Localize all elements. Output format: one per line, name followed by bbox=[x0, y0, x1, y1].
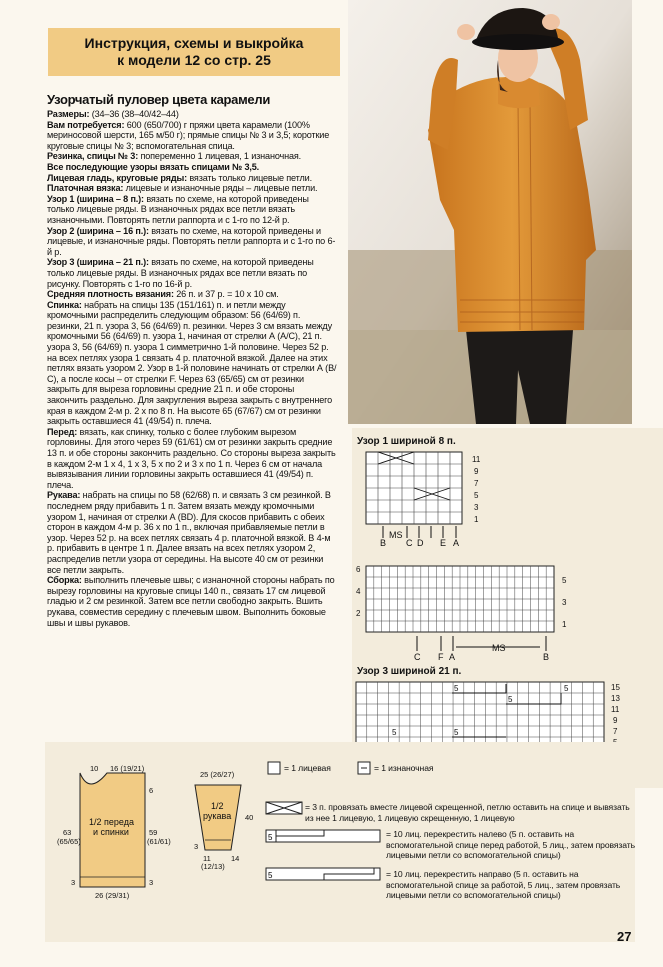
svg-text:26 (29/31): 26 (29/31) bbox=[95, 891, 130, 900]
svg-text:1: 1 bbox=[474, 515, 479, 524]
sleeve-schematic bbox=[194, 770, 253, 871]
legend-cross3: = 3 п. провязать вместе лицевой скрещенной, петлю оставить на спице и вывязать из нее 1 лицевую, 1 лицевую скрещенную, 1 лицевую bbox=[305, 802, 630, 823]
svg-text:C: C bbox=[414, 652, 421, 662]
svg-text:59: 59 bbox=[149, 828, 158, 837]
header-title-line1: Инструкция, схемы и выкройка bbox=[84, 35, 304, 51]
model-photo-drawing bbox=[348, 0, 632, 424]
paragraph-materials: Вам потребуется: 600 (650/700) г пряжи цвета карамели (100% мериносовой шерсти, 165 м/50 г); прямые спицы № 3 и 3,5; короткие круговые спицы № 3; вспомогательная спица. bbox=[47, 119, 330, 151]
svg-text:3: 3 bbox=[194, 842, 199, 851]
svg-text:A: A bbox=[449, 652, 456, 662]
svg-text:3: 3 bbox=[71, 878, 76, 887]
svg-text:11: 11 bbox=[472, 455, 481, 464]
paragraph-pattern2: Узор 2 (ширина – 16 п.): вязать по схеме, на которой приведены и лицевые, и изнаночные ряды. Повторять петли раппорта и с 1-го по 6-й р. bbox=[47, 225, 336, 257]
paragraph-garter: Платочная вязка: лицевые и изнаночные ряды – лицевые петли. bbox=[47, 183, 318, 194]
svg-text:5: 5 bbox=[564, 684, 569, 693]
legend-cable-right-symbol bbox=[264, 866, 384, 884]
paragraph-sleeves: Рукава: набрать на спицы по 58 (62/68) п. и связать 3 см резинкой. В последнем ряду прибавить 1 п. Затем вязать между кромочными узором 1, начиная от стрелки А (BD). Для скосов прибавить с обеих сторон в каждом 4-м р. 36 х по 1 п., включая прибавляемые петли в узор. Через 52 р. на всех петлях связать 4 р. платочной вязкой. В 4-м р. прибавить в центре 1 п. Далее вязать на всех петлях узором 2, распределив петли узора от середины. На высоте 40 см от резинки все петли закрыть. bbox=[47, 490, 331, 575]
paragraph-needles: Все последующие узоры вязать спицами № 3,5. bbox=[47, 161, 260, 172]
svg-text:15: 15 bbox=[611, 683, 620, 692]
svg-text:и спинки: и спинки bbox=[93, 827, 129, 837]
model-name: Узорчатый пуловер цвета карамели bbox=[47, 92, 271, 107]
svg-text:1/2: 1/2 bbox=[211, 801, 224, 811]
svg-text:7: 7 bbox=[613, 727, 618, 736]
legend-purl-symbol bbox=[356, 760, 376, 780]
svg-text:5: 5 bbox=[562, 576, 567, 585]
pattern1-grid bbox=[366, 452, 462, 524]
svg-text:16 (19/21): 16 (19/21) bbox=[110, 764, 145, 773]
svg-text:11: 11 bbox=[203, 854, 211, 863]
legend-cable-left: = 10 лиц. перекрестить налево (5 п. оставить на вспомогательной спице перед работой, 5 лиц., затем провязать лицевыми петли со вспомогательной спицы) bbox=[386, 829, 635, 860]
body-schematic bbox=[57, 764, 171, 900]
paragraph-gauge: Средняя плотность вязания: 26 п. и 37 р. = 10 х 10 см. bbox=[47, 289, 279, 300]
svg-text:9: 9 bbox=[613, 716, 618, 725]
svg-text:3: 3 bbox=[562, 598, 567, 607]
svg-text:5: 5 bbox=[508, 695, 513, 704]
svg-text:5: 5 bbox=[454, 684, 459, 693]
legend-knit: = 1 лицевая bbox=[284, 763, 331, 773]
svg-text:40: 40 bbox=[245, 813, 254, 822]
paragraph-front: Перед: вязать, как спинку, только с более глубоким вырезом горловины. Для этого через 59 (61/61) см от резинки закрыть средние 13 п. и обе стороны закончить раздельно. Со стороны выреза закрыть в каждом 2-м 1 х 4, 1 х 3, 5 х по 2 и 3 х по 1 п. Через 6 см от начала вывязывания линии горловины закрыть оставшиеся 41 (49/54) п. плеча. bbox=[47, 426, 336, 490]
pattern1-markers bbox=[380, 526, 459, 548]
svg-text:B: B bbox=[543, 652, 550, 662]
paragraph-rib: Резинка, спицы № 3: попеременно 1 лицевая, 1 изнаночная. bbox=[47, 151, 302, 162]
svg-text:D: D bbox=[417, 538, 424, 548]
legend-cable-right: = 10 лиц. перекрестить направо (5 п. оставить на вспомогательной спице за работой, 5 лиц., затем провязать лицевыми петли со вспомогательной спицы) bbox=[386, 869, 621, 900]
pattern2-markers bbox=[414, 636, 549, 662]
svg-text:9: 9 bbox=[474, 467, 479, 476]
page-number: 27 bbox=[617, 929, 632, 944]
svg-text:25 (26/27): 25 (26/27) bbox=[200, 770, 235, 779]
svg-text:5: 5 bbox=[454, 728, 459, 737]
svg-text:1/2 переда: 1/2 переда bbox=[89, 817, 134, 827]
svg-text:1: 1 bbox=[562, 620, 567, 629]
pattern1-title: Узор 1 шириной 8 п. bbox=[357, 436, 456, 447]
svg-text:13: 13 bbox=[611, 694, 620, 703]
svg-text:5: 5 bbox=[268, 871, 273, 880]
model-photo bbox=[348, 0, 632, 424]
svg-text:рукава: рукава bbox=[203, 811, 232, 821]
svg-text:3: 3 bbox=[474, 503, 479, 512]
pattern1-row-numbers bbox=[472, 455, 481, 524]
svg-text:B: B bbox=[380, 538, 387, 548]
svg-text:7: 7 bbox=[474, 479, 479, 488]
paragraph-sizes: Размеры: (34–36 (38–40/42–44) bbox=[47, 109, 179, 119]
legend-purl: = 1 изнаночная bbox=[374, 763, 434, 773]
svg-text:3: 3 bbox=[149, 878, 154, 887]
svg-text:14: 14 bbox=[231, 854, 240, 863]
svg-text:5: 5 bbox=[392, 728, 397, 737]
svg-text:E: E bbox=[440, 538, 447, 548]
svg-text:63: 63 bbox=[63, 828, 72, 837]
instructions-text bbox=[47, 92, 337, 628]
paragraph-assembly: Сборка: выполнить плечевые швы; с изнаночной стороны набрать по вырезу горловины на круговые спицы 140 п., связать 17 см лицевой гладью и 2 см резинкой. Затем все петли свободно закрыть. Вшить рукава, совместив середину с плечевым швом. Выполнить боковые швы и швы рукавов. bbox=[47, 575, 335, 628]
garment-schematic bbox=[45, 755, 265, 905]
svg-text:10: 10 bbox=[90, 764, 99, 773]
svg-text:5: 5 bbox=[268, 833, 273, 842]
paragraph-pattern1: Узор 1 (ширина – 8 п.): вязать по схеме, на которой приведены только лицевые ряды. В изнаночных рядах все петли вязать изнаночными. Повторять петли раппорта и с 1-го по 12-й р. bbox=[47, 193, 309, 225]
svg-text:6: 6 bbox=[149, 786, 154, 795]
svg-text:MS: MS bbox=[492, 643, 506, 653]
paragraph-stockinette: Лицевая гладь, круговые ряды: вязать только лицевые петли. bbox=[47, 172, 312, 183]
svg-text:6: 6 bbox=[356, 565, 361, 574]
svg-text:(61/61): (61/61) bbox=[147, 837, 171, 846]
svg-text:C: C bbox=[406, 538, 413, 548]
svg-text:(65/65): (65/65) bbox=[57, 837, 81, 846]
pattern3-title: Узор 3 шириной 21 п. bbox=[357, 666, 462, 677]
svg-text:MS: MS bbox=[389, 530, 403, 540]
paragraph-back: Спинка: набрать на спицы 135 (151/161) п. и петли между кромочными распределить следующим образом: 56 (64/69) п. резинки, 21 п. узора 3, 56 (64/69) п. резинки. Через 3 см вязать между кромочными 56 (64/69) п. узора 1, начиная от стрелки А (А/С), 21 п. узора 3, 56 (64/69) п. узора 1 симметрично 1-й половине. Через 52 р. на всех петлях узора 1 связать 4 р. платочной вязкой. Далее на этих петлях вязать узором 2. Узор в 1-й половине начинать от стрелки А (В/С), а после косы – от стрелки F. Через 63 (65/65) см от резинки закрыть для выреза горловины средние 21 п. и обе стороны закончить раздельно. Для закругления выреза закрыть с внутреннего края в каждом 2-м р. 2 х по 8 п. На высоте 65 (67/67) см от резинки закрыть оставшиеся 41 (49/54) п. плеча. bbox=[47, 299, 337, 427]
svg-text:(12/13): (12/13) bbox=[201, 862, 225, 871]
svg-text:11: 11 bbox=[611, 705, 620, 714]
legend-cable-left-symbol bbox=[264, 828, 384, 846]
instructions-header bbox=[48, 28, 340, 76]
svg-text:4: 4 bbox=[356, 587, 361, 596]
paragraph-pattern3: Узор 3 (ширина – 21 п.): вязать по схеме, на которой приведены только лицевые ряды. В изнаночных рядах все петли вязать по рисунку. Повторять с 1-го по 16-й р. bbox=[47, 257, 314, 289]
svg-text:5: 5 bbox=[474, 491, 479, 500]
svg-text:2: 2 bbox=[356, 609, 361, 618]
svg-text:A: A bbox=[453, 538, 460, 548]
svg-text:F: F bbox=[438, 652, 444, 662]
legend-cross-symbol bbox=[264, 800, 304, 820]
pattern2-grid bbox=[366, 566, 554, 632]
header-title-line2: к модели 12 со стр. 25 bbox=[117, 52, 271, 68]
